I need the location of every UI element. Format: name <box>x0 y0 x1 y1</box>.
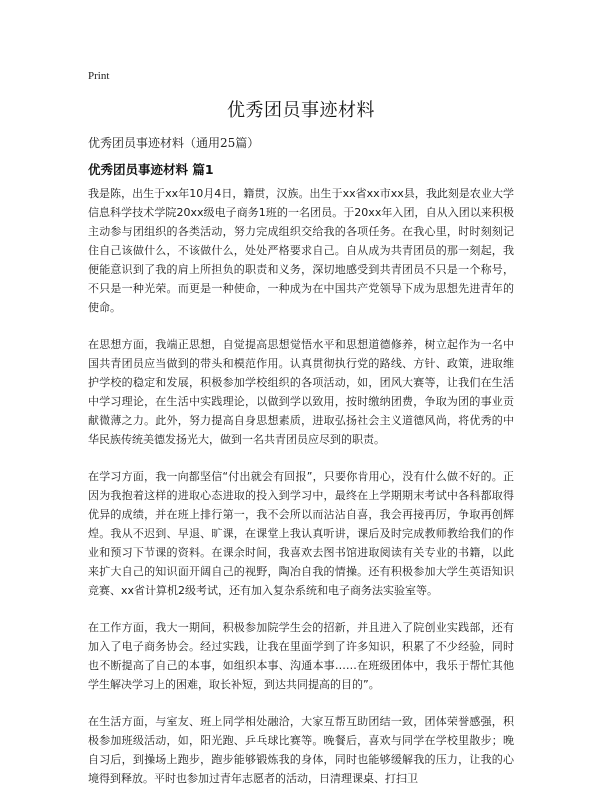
paragraph-ideology: 在思想方面，我端正思想，自觉提高思想觉悟水平和思想道德修养，树立起作为一名中国共青团员应当做到的带头和模范作用。认真贯彻执行党的路线、方针、政策，进取维护学校的稳定和发展，积极参加学校组织的各项活动，如，团风大赛等，让我们在生活中学习理论，在生活中实践理论，以做到学以致用，按时缴纳团费，争取为团的事业贡献微薄之力。此外，努力提高自身思想素质，进取弘扬社会主义道德风尚，将优秀的中华民族传统美德发扬光大，做到一名共青团员应尽到的职责。 <box>88 338 514 446</box>
document-subtitle: 优秀团员事迹材料（通用25篇） <box>88 136 260 150</box>
document-body <box>88 184 514 806</box>
paragraph-intro: 我是陈，出生于xx年10月4日，籍贯，汉族。出生于xx省xx市xx县，我此刻是农业大学信息科学技术学院20xx级电子商务1班的一名团员。于20xx年入团，自从入团以来积极主动参与团组织的各类活动，努力完成组织交给我的各项任务。在我心里，时时刻刻记住自己该做什么，不该做什么，处处严格要求自己。自从成为共青团员的那一刻起，我便能意识到了我的肩上所担负的职责和义务，深切地感受到共青团员不只是一个称号，不只是一种光荣。而更是一种使命，一种成为在中国共产党领导下成为思想先进青年的使命。 <box>88 187 514 314</box>
paragraph-life: 在生活方面，与室友、班上同学相处融洽，大家互帮互助团结一致，团体荣誉感强，积极参加班级活动，如，阳光跑、乒乓球比赛等。晚餐后，喜欢与同学在学校里散步；晚自习后，到操场上跑步，跑步能够锻炼我的身体，同时也能够缓解我的压力，让我的心境得到释放。平时也参加过青年志愿者的活动，日清理课桌、打扫卫 <box>88 715 514 785</box>
paragraph-work: 在工作方面，我大一期间，积极参加院学生会的招新，并且进入了院创业实践部，还有加入了电子商务协会。经过实践，让我在里面学到了许多知识，积累了不少经验，同时也不断提高了自己的本事，如组织本事、沟通本事……在班级团体中，我乐于帮忙其他学生解决学习上的困难，取长补短，到达共同提高的目的”。 <box>88 621 514 691</box>
document-title: 优秀团员事迹材料 <box>227 100 375 121</box>
print-link[interactable]: Print <box>88 70 110 82</box>
paragraph-study: 在学习方面，我一向都坚信“付出就会有回报”，只要你肯用心，没有什么做不好的。正因为我抱着这样的进取心态进取的投入到学习中，最终在上学期期末考试中各科都取得优异的成绩，并在班上排行第一，我不会所以而沾沾自喜，我会再接再厉，争取再创辉煌。我从不迟到、早退、旷课，在课堂上我认真听讲，课后及时完成教师教给我们的作业和预习下节课的资料。在课余时间，我喜欢去图书馆进取阅读有关专业的书籍，以此来扩大自己的知识面开阔自己的视野，陶冶自我的情操。还有积极参加大学生英语知识竞赛、xx省计算机2级考试，还有加入复杂系统和电子商务法实验室等。 <box>88 470 514 597</box>
section-heading: 优秀团员事迹材料 篇1 <box>88 162 214 177</box>
